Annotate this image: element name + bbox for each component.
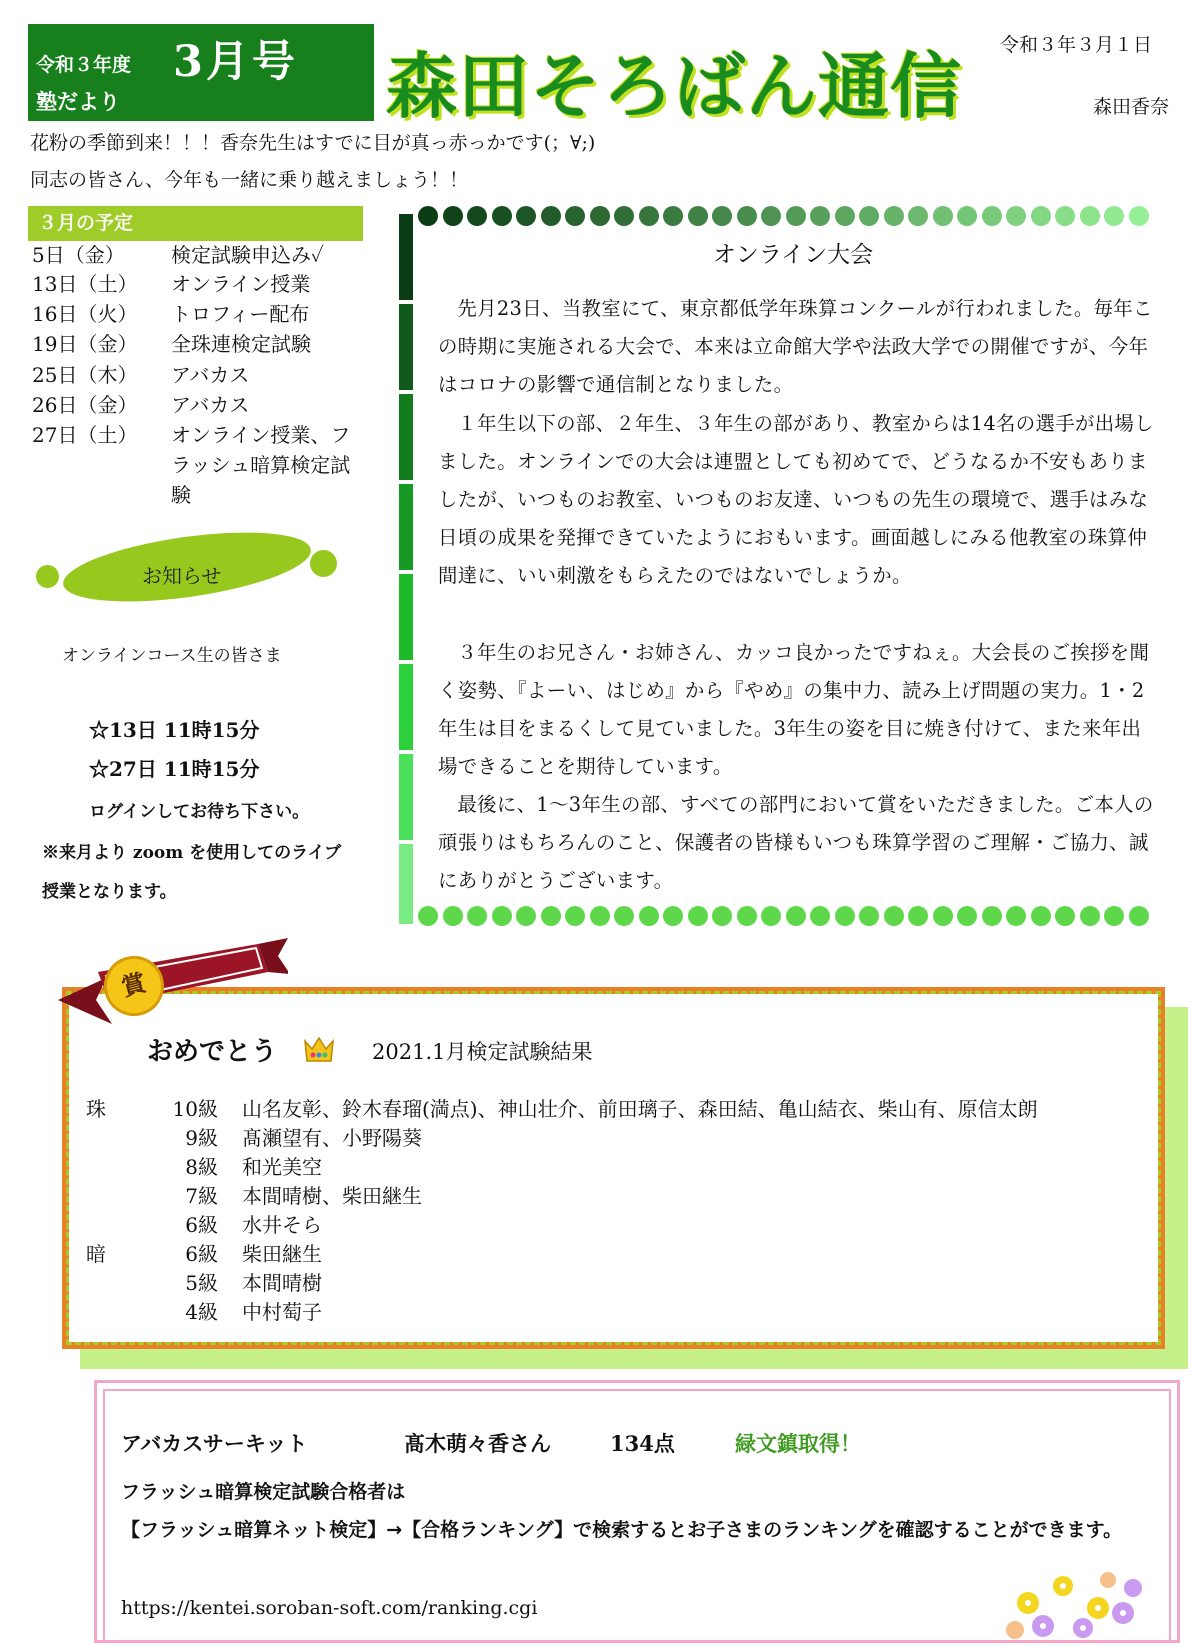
result-grade: 4級 bbox=[185, 1300, 218, 1324]
result-names: 髙瀬望有、小野陽葵 bbox=[242, 1126, 422, 1150]
abacus-student-name: 髙木萌々香さん bbox=[404, 1432, 551, 1456]
decorative-dot bbox=[1104, 906, 1124, 926]
decorative-dot bbox=[467, 206, 487, 226]
decorative-dot bbox=[933, 906, 953, 926]
decorative-dot bbox=[835, 206, 855, 226]
ranking-url-link[interactable]: https://kentei.soroban-soft.com/ranking.cgi bbox=[121, 1597, 538, 1619]
decorative-dot bbox=[712, 206, 732, 226]
notice-time-1: ☆13日 11時15分 bbox=[89, 718, 260, 742]
decorative-dot bbox=[614, 906, 634, 926]
decorative-dot bbox=[492, 906, 512, 926]
schedule-event: アバカス bbox=[171, 393, 250, 417]
decorative-dot bbox=[516, 206, 536, 226]
decorative-dot bbox=[982, 906, 1002, 926]
notice-title: お知らせ bbox=[142, 564, 222, 588]
issue-date: 令和３年３月１日 bbox=[1000, 34, 1153, 56]
decorative-dot bbox=[1031, 906, 1051, 926]
newsletter-type-label: 塾だより bbox=[36, 90, 120, 114]
decorative-dot bbox=[712, 906, 732, 926]
decorative-dot bbox=[565, 206, 585, 226]
flowers-decoration-icon bbox=[1003, 1568, 1153, 1643]
result-grade: 9級 bbox=[185, 1126, 218, 1150]
decorative-dot bbox=[786, 206, 806, 226]
decorative-dot bbox=[982, 206, 1002, 226]
result-grade: 8級 bbox=[185, 1155, 218, 1179]
decorative-dot bbox=[884, 906, 904, 926]
article-dots-bottom bbox=[418, 906, 1168, 926]
article-paragraph: 先月23日、当教室にて、東京都低学年珠算コンクールが行われました。毎年この時期に実施される大会で、本来は立命館大学や法政大学での開催ですが、今年はコロナの影響で通信制となりました。 bbox=[438, 297, 1153, 396]
decorative-dot bbox=[688, 906, 708, 926]
bar-segment bbox=[399, 304, 413, 390]
decorative-dot bbox=[835, 906, 855, 926]
notice-dot-decoration bbox=[36, 565, 59, 588]
notice-dot-decoration bbox=[310, 550, 337, 577]
award-medal-icon: 賞 bbox=[97, 949, 170, 1022]
fiscal-year-label: 令和３年度 bbox=[36, 54, 132, 76]
results-category: 珠 bbox=[86, 1097, 106, 1121]
decorative-dot bbox=[810, 906, 830, 926]
decorative-dot bbox=[541, 906, 561, 926]
decorative-dot bbox=[418, 906, 438, 926]
article-gradient-bar bbox=[399, 214, 413, 924]
decorative-dot bbox=[443, 206, 463, 226]
result-names: 本間晴樹、柴田継生 bbox=[242, 1184, 422, 1208]
decorative-dot bbox=[908, 906, 928, 926]
schedule-event: オンライン授業 bbox=[171, 272, 311, 296]
result-names: 本間晴樹 bbox=[242, 1271, 322, 1295]
bar-segment bbox=[399, 394, 413, 480]
decorative-dot bbox=[1006, 206, 1026, 226]
result-grade: 5級 bbox=[185, 1271, 218, 1295]
bar-segment bbox=[399, 574, 413, 660]
decorative-dot bbox=[933, 206, 953, 226]
schedule-date: 13日（土） bbox=[32, 272, 138, 296]
decorative-dot bbox=[663, 206, 683, 226]
ribbon-banner-icon bbox=[58, 938, 288, 1036]
result-names: 和光美空 bbox=[242, 1155, 322, 1179]
decorative-dot bbox=[1080, 906, 1100, 926]
flash-instructions: 【フラッシュ暗算ネット検定】→【合格ランキング】で検索するとお子さまのランキングを確認することができます。 bbox=[121, 1519, 1123, 1541]
article-paragraph: ３年生のお兄さん・お姉さん、カッコ良かったですねぇ。大会長のご挨拶を聞く姿勢、『よーい、はじめ』から『やめ』の集中力、読み上げ問題の実力。1・2年生は目をまるくして見ていました。3年生の姿を目に焼き付けて、また来年出場できることを期待しています。 bbox=[438, 641, 1150, 778]
results-congrats: おめでとう bbox=[147, 1037, 278, 1067]
decorative-dot bbox=[590, 206, 610, 226]
decorative-dot bbox=[908, 206, 928, 226]
result-names: 山名友彰、鈴木春瑠(満点)、神山壮介、前田璃子、森田結、亀山結衣、柴山有、原信太朗 bbox=[242, 1097, 1038, 1121]
intro-line-2: 同志の皆さん、今年も一緒に乗り越えましょう！！ bbox=[30, 169, 469, 191]
decorative-dot bbox=[516, 906, 536, 926]
decorative-dot bbox=[639, 906, 659, 926]
intro-line-1: 花粉の季節到来！！！香奈先生はすでに目が真っ赤っかです(；∀;) bbox=[30, 132, 596, 154]
abacus-circuit-label: アバカスサーキット bbox=[121, 1432, 308, 1456]
schedule-date: 5日（金） bbox=[32, 243, 125, 267]
decorative-dot bbox=[541, 206, 561, 226]
schedule-date: 26日（金） bbox=[32, 393, 138, 417]
newsletter-title: 森田そろばん通信 bbox=[386, 45, 963, 128]
schedule-heading: ３月の予定 bbox=[28, 206, 363, 241]
results-title: 2021.1月検定試験結果 bbox=[372, 1040, 593, 1064]
schedule-event: 全珠連検定試験 bbox=[171, 332, 311, 356]
decorative-dot bbox=[443, 906, 463, 926]
decorative-dot bbox=[957, 206, 977, 226]
decorative-dot bbox=[1129, 206, 1149, 226]
decorative-dot bbox=[663, 906, 683, 926]
decorative-dot bbox=[737, 206, 757, 226]
schedule-event: アバカス bbox=[171, 363, 250, 387]
result-names: 中村萄子 bbox=[242, 1300, 322, 1324]
decorative-dot bbox=[614, 206, 634, 226]
result-grade: 6級 bbox=[185, 1242, 218, 1266]
decorative-dot bbox=[859, 206, 879, 226]
decorative-dot bbox=[418, 206, 438, 226]
header-issue-box bbox=[28, 24, 374, 121]
schedule-date: 19日（金） bbox=[32, 332, 138, 356]
bar-segment bbox=[399, 214, 413, 300]
abacus-award: 緑文鎮取得！ bbox=[735, 1432, 861, 1456]
bar-segment bbox=[399, 754, 413, 840]
article-paragraph: 最後に、1～3年生の部、すべての部門において賞をいただきました。ご本人の頑張りはもちろんのこと、保護者の皆様もいつも珠算学習のご理解・ご協力、誠にありがとうございます。 bbox=[438, 793, 1154, 892]
decorative-dot bbox=[761, 206, 781, 226]
issue-label: 3月号 bbox=[173, 37, 298, 87]
decorative-dot bbox=[1055, 906, 1075, 926]
decorative-dot bbox=[786, 906, 806, 926]
notice-time-2: ☆27日 11時15分 bbox=[89, 757, 260, 781]
flash-heading: フラッシュ暗算検定試験合格者は bbox=[121, 1481, 406, 1503]
article-title: オンライン大会 bbox=[712, 242, 874, 268]
schedule-date: 27日（土） bbox=[32, 423, 138, 447]
decorative-dot bbox=[492, 206, 512, 226]
article-dots-top bbox=[418, 206, 1168, 226]
decorative-dot bbox=[737, 906, 757, 926]
decorative-dot bbox=[761, 906, 781, 926]
article-paragraph: １年生以下の部、２年生、３年生の部があり、教室からは14名の選手が出場しました。オンラインでの大会は連盟としても初めてで、どうなるか不安もありましたが、いつものお教室、いつものお友達、いつもの先生の環境で、選手はみな日頃の成果を発揮できていたようにおもいます。画面越しにみる他教室の珠算仲間達に、いい刺激をもらえたのではないでしょうか。 bbox=[438, 412, 1154, 587]
result-grade: 6級 bbox=[185, 1213, 218, 1237]
decorative-dot bbox=[810, 206, 830, 226]
decorative-dot bbox=[1055, 206, 1075, 226]
decorative-dot bbox=[957, 906, 977, 926]
schedule-date: 25日（木） bbox=[32, 363, 138, 387]
decorative-dot bbox=[590, 906, 610, 926]
author-name: 森田香奈 bbox=[1093, 96, 1170, 118]
decorative-dot bbox=[467, 906, 487, 926]
decorative-dot bbox=[688, 206, 708, 226]
abacus-score: 134点 bbox=[610, 1431, 675, 1456]
notice-body: オンラインコース生の皆さま bbox=[62, 646, 282, 666]
decorative-dot bbox=[1006, 906, 1026, 926]
decorative-dot bbox=[1031, 206, 1051, 226]
bar-segment bbox=[399, 844, 413, 924]
schedule-date: 16日（火） bbox=[32, 302, 138, 326]
result-names: 水井そら bbox=[242, 1213, 322, 1237]
bar-segment bbox=[399, 664, 413, 750]
decorative-dot bbox=[1104, 206, 1124, 226]
bar-segment bbox=[399, 484, 413, 570]
notice-login-text: ログインしてお待ち下さい。 bbox=[89, 802, 310, 822]
schedule-event: トロフィー配布 bbox=[171, 302, 310, 326]
decorative-dot bbox=[859, 906, 879, 926]
result-grade: 10級 bbox=[172, 1097, 218, 1121]
result-names: 柴田継生 bbox=[242, 1242, 322, 1266]
crown-icon bbox=[303, 1035, 335, 1065]
schedule-event: オンライン授業、フラッシュ暗算検定試験 bbox=[171, 423, 351, 507]
result-grade: 7級 bbox=[185, 1184, 218, 1208]
decorative-dot bbox=[884, 206, 904, 226]
results-category: 暗 bbox=[86, 1242, 106, 1266]
decorative-dot bbox=[639, 206, 659, 226]
decorative-dot bbox=[1129, 906, 1149, 926]
schedule-event: 検定試験申込み✓ bbox=[171, 243, 324, 267]
notice-zoom-text: ※来月より zoom を使用してのライブ授業となります。 bbox=[42, 843, 342, 902]
decorative-dot bbox=[1080, 206, 1100, 226]
decorative-dot bbox=[565, 906, 585, 926]
